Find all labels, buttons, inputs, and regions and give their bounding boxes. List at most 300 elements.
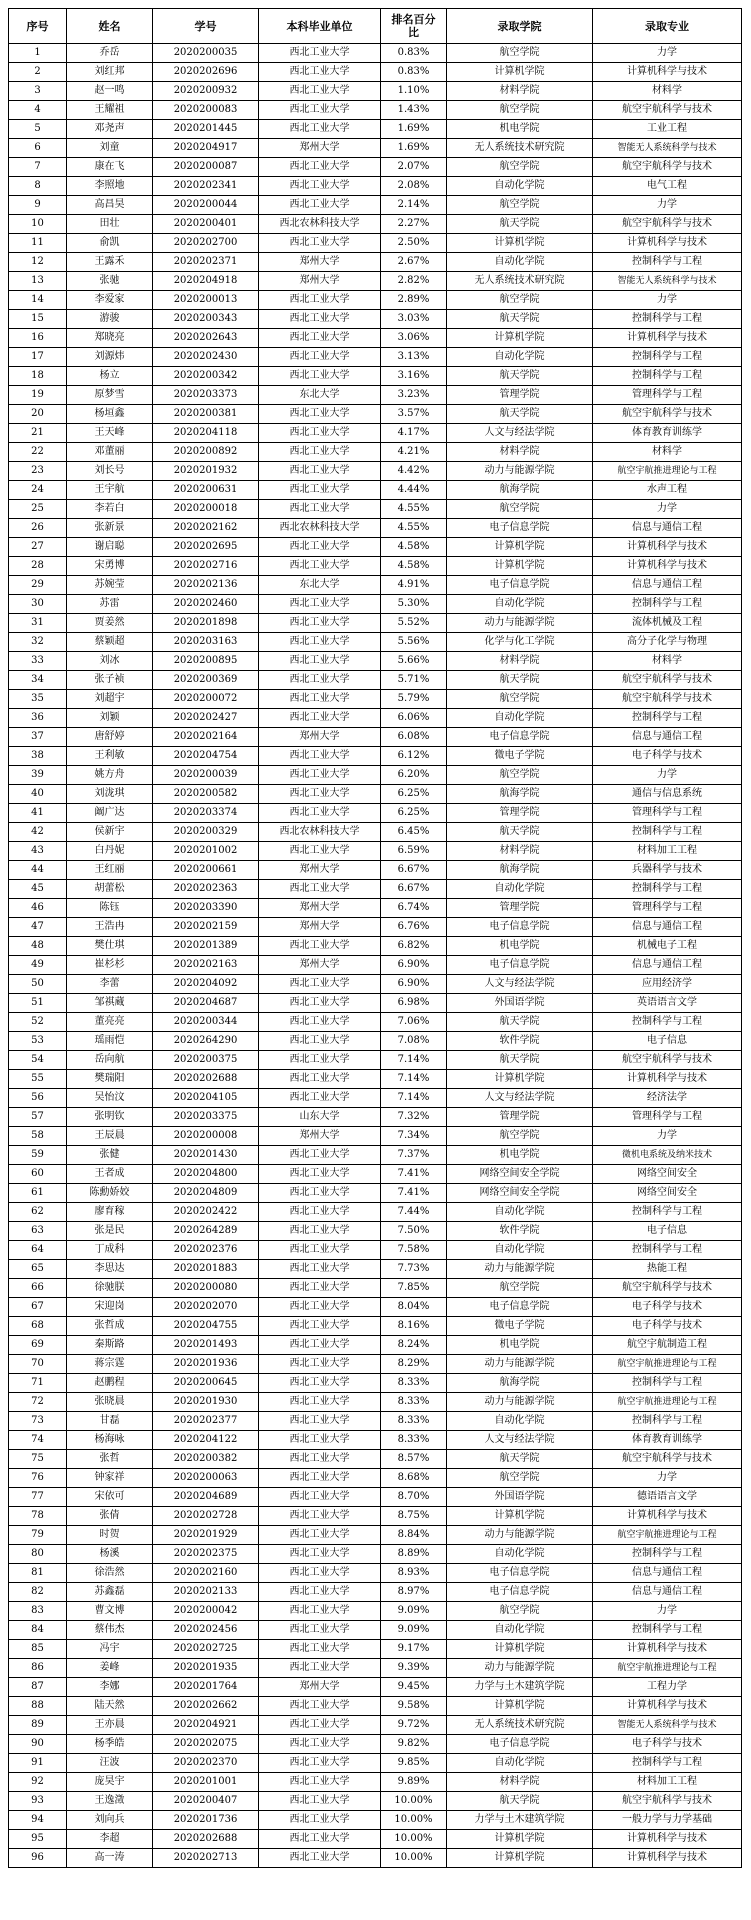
cell-admit-college: 电子信息学院 — [447, 1564, 593, 1583]
cell-name: 赵鹏程 — [67, 1374, 153, 1393]
cell-student-id: 2020201002 — [153, 842, 259, 861]
cell-rank-percent: 3.16% — [381, 367, 447, 386]
cell-student-id: 2020204921 — [153, 1716, 259, 1735]
cell-undergrad-school: 郑州大学 — [259, 899, 381, 918]
cell-admit-college: 计算机学院 — [447, 63, 593, 82]
cell-rank-percent: 8.33% — [381, 1412, 447, 1431]
cell-rank-percent: 8.57% — [381, 1450, 447, 1469]
cell-index: 53 — [9, 1032, 67, 1051]
cell-name: 张明钦 — [67, 1108, 153, 1127]
cell-index: 64 — [9, 1241, 67, 1260]
cell-admit-college: 管理学院 — [447, 386, 593, 405]
cell-admit-college: 计算机学院 — [447, 557, 593, 576]
cell-index: 73 — [9, 1412, 67, 1431]
cell-undergrad-school: 西北工业大学 — [259, 500, 381, 519]
cell-index: 65 — [9, 1260, 67, 1279]
cell-index: 37 — [9, 728, 67, 747]
cell-index: 92 — [9, 1773, 67, 1792]
table-row — [9, 1146, 742, 1165]
cell-index: 30 — [9, 595, 67, 614]
cell-student-id: 2020203375 — [153, 1108, 259, 1127]
cell-rank-percent: 8.84% — [381, 1526, 447, 1545]
cell-rank-percent: 4.91% — [381, 576, 447, 595]
cell-index: 14 — [9, 291, 67, 310]
cell-admit-major: 英语语言文学 — [593, 994, 742, 1013]
cell-name: 宋依可 — [67, 1488, 153, 1507]
cell-admit-college: 自动化学院 — [447, 880, 593, 899]
cell-name: 唐舒婷 — [67, 728, 153, 747]
table-row — [9, 329, 742, 348]
cell-index: 91 — [9, 1754, 67, 1773]
cell-student-id: 2020204105 — [153, 1089, 259, 1108]
cell-admit-college: 外国语学院 — [447, 994, 593, 1013]
cell-undergrad-school: 西北工业大学 — [259, 1507, 381, 1526]
cell-student-id: 2020202456 — [153, 1621, 259, 1640]
cell-name: 庞昊宇 — [67, 1773, 153, 1792]
cell-rank-percent: 5.30% — [381, 595, 447, 614]
cell-name: 刘红邦 — [67, 63, 153, 82]
cell-rank-percent: 10.00% — [381, 1849, 447, 1868]
cell-student-id: 2020201764 — [153, 1678, 259, 1697]
table-row — [9, 747, 742, 766]
table-row — [9, 1697, 742, 1716]
cell-student-id: 2020202164 — [153, 728, 259, 747]
cell-rank-percent: 3.03% — [381, 310, 447, 329]
cell-student-id: 2020202371 — [153, 253, 259, 272]
cell-admit-major: 控制科学与工程 — [593, 880, 742, 899]
cell-rank-percent: 7.06% — [381, 1013, 447, 1032]
cell-admit-major: 控制科学与工程 — [593, 1203, 742, 1222]
cell-rank-percent: 4.58% — [381, 538, 447, 557]
cell-admit-major: 材料加工工程 — [593, 1773, 742, 1792]
cell-rank-percent: 7.34% — [381, 1127, 447, 1146]
cell-admit-college: 动力与能源学院 — [447, 614, 593, 633]
table-row — [9, 1545, 742, 1564]
cell-student-id: 2020200369 — [153, 671, 259, 690]
cell-admit-major: 计算机科学与技术 — [593, 234, 742, 253]
cell-index: 77 — [9, 1488, 67, 1507]
cell-index: 79 — [9, 1526, 67, 1545]
cell-rank-percent: 2.82% — [381, 272, 447, 291]
cell-student-id: 2020200645 — [153, 1374, 259, 1393]
table-row — [9, 1260, 742, 1279]
cell-name: 杨垣鑫 — [67, 405, 153, 424]
cell-undergrad-school: 郑州大学 — [259, 918, 381, 937]
cell-student-id: 2020201935 — [153, 1659, 259, 1678]
cell-rank-percent: 9.85% — [381, 1754, 447, 1773]
cell-name: 钟家祥 — [67, 1469, 153, 1488]
table-row — [9, 766, 742, 785]
cell-admit-college: 动力与能源学院 — [447, 462, 593, 481]
cell-undergrad-school: 西北工业大学 — [259, 1811, 381, 1830]
cell-student-id: 2020200042 — [153, 1602, 259, 1621]
cell-undergrad-school: 西北工业大学 — [259, 1298, 381, 1317]
cell-undergrad-school: 西北工业大学 — [259, 1621, 381, 1640]
table-row — [9, 785, 742, 804]
table-row — [9, 1735, 742, 1754]
cell-admit-college: 材料学院 — [447, 1773, 593, 1792]
cell-undergrad-school: 西北工业大学 — [259, 652, 381, 671]
cell-name: 瑶雨恺 — [67, 1032, 153, 1051]
cell-name: 李若白 — [67, 500, 153, 519]
cell-name: 侯新宇 — [67, 823, 153, 842]
cell-undergrad-school: 西北工业大学 — [259, 1735, 381, 1754]
cell-undergrad-school: 西北工业大学 — [259, 234, 381, 253]
table-row — [9, 1488, 742, 1507]
cell-admit-major: 智能无人系统科学与技术 — [593, 139, 742, 158]
table-row — [9, 880, 742, 899]
table-row — [9, 1355, 742, 1374]
cell-undergrad-school: 西北工业大学 — [259, 709, 381, 728]
cell-undergrad-school: 西北工业大学 — [259, 1089, 381, 1108]
header-index: 序号 — [9, 9, 67, 44]
cell-name: 刘长号 — [67, 462, 153, 481]
cell-rank-percent: 8.97% — [381, 1583, 447, 1602]
cell-admit-major: 电子信息 — [593, 1222, 742, 1241]
cell-admit-major: 航空宇航制造工程 — [593, 1336, 742, 1355]
cell-admit-major: 材料学 — [593, 652, 742, 671]
cell-index: 51 — [9, 994, 67, 1013]
cell-student-id: 2020202376 — [153, 1241, 259, 1260]
cell-index: 17 — [9, 348, 67, 367]
cell-admit-college: 航海学院 — [447, 1374, 593, 1393]
cell-name: 王宇航 — [67, 481, 153, 500]
table-row — [9, 1640, 742, 1659]
cell-index: 47 — [9, 918, 67, 937]
cell-rank-percent: 7.50% — [381, 1222, 447, 1241]
cell-index: 13 — [9, 272, 67, 291]
cell-student-id: 2020200044 — [153, 196, 259, 215]
table-row — [9, 1602, 742, 1621]
cell-index: 90 — [9, 1735, 67, 1754]
table-row — [9, 500, 742, 519]
cell-index: 63 — [9, 1222, 67, 1241]
cell-index: 4 — [9, 101, 67, 120]
cell-name: 高昌昊 — [67, 196, 153, 215]
cell-rank-percent: 8.93% — [381, 1564, 447, 1583]
table-row — [9, 709, 742, 728]
table-row — [9, 1773, 742, 1792]
cell-student-id: 2020200382 — [153, 1450, 259, 1469]
cell-rank-percent: 7.37% — [381, 1146, 447, 1165]
cell-rank-percent: 8.29% — [381, 1355, 447, 1374]
cell-admit-major: 航空宇航科学与技术 — [593, 158, 742, 177]
cell-name: 姚方舟 — [67, 766, 153, 785]
cell-admit-college: 力学与土木建筑学院 — [447, 1678, 593, 1697]
table-row — [9, 1336, 742, 1355]
table-row — [9, 1127, 742, 1146]
cell-admit-college: 材料学院 — [447, 842, 593, 861]
cell-admit-college: 管理学院 — [447, 1108, 593, 1127]
cell-admit-major: 管理科学与工程 — [593, 899, 742, 918]
cell-rank-percent: 6.76% — [381, 918, 447, 937]
cell-admit-college: 航空学院 — [447, 1127, 593, 1146]
cell-admit-college: 计算机学院 — [447, 1849, 593, 1868]
table-row — [9, 1754, 742, 1773]
cell-undergrad-school: 西北工业大学 — [259, 1773, 381, 1792]
cell-index: 50 — [9, 975, 67, 994]
cell-admit-major: 计算机科学与技术 — [593, 1697, 742, 1716]
cell-admit-major: 航空宇航科学与技术 — [593, 1450, 742, 1469]
cell-student-id: 2020204687 — [153, 994, 259, 1013]
cell-student-id: 2020202160 — [153, 1564, 259, 1583]
cell-rank-percent: 1.43% — [381, 101, 447, 120]
cell-index: 32 — [9, 633, 67, 652]
cell-admit-college: 材料学院 — [447, 443, 593, 462]
cell-admit-major: 工业工程 — [593, 120, 742, 139]
cell-admit-major: 控制科学与工程 — [593, 310, 742, 329]
table-row — [9, 291, 742, 310]
cell-admit-college: 网络空间安全学院 — [447, 1184, 593, 1203]
cell-undergrad-school: 郑州大学 — [259, 1678, 381, 1697]
cell-name: 蔡颖超 — [67, 633, 153, 652]
cell-undergrad-school: 西北工业大学 — [259, 1051, 381, 1070]
cell-rank-percent: 3.06% — [381, 329, 447, 348]
cell-rank-percent: 6.25% — [381, 785, 447, 804]
cell-name: 王耀祖 — [67, 101, 153, 120]
cell-undergrad-school: 郑州大学 — [259, 253, 381, 272]
cell-name: 王露禾 — [67, 253, 153, 272]
cell-index: 78 — [9, 1507, 67, 1526]
cell-index: 38 — [9, 747, 67, 766]
cell-undergrad-school: 西北工业大学 — [259, 291, 381, 310]
table-row — [9, 1716, 742, 1735]
cell-undergrad-school: 西北工业大学 — [259, 804, 381, 823]
cell-rank-percent: 8.68% — [381, 1469, 447, 1488]
cell-admit-college: 航天学院 — [447, 671, 593, 690]
cell-undergrad-school: 西北工业大学 — [259, 158, 381, 177]
cell-undergrad-school: 西北工业大学 — [259, 1640, 381, 1659]
cell-index: 44 — [9, 861, 67, 880]
cell-name: 游骏 — [67, 310, 153, 329]
cell-student-id: 2020202162 — [153, 519, 259, 538]
cell-rank-percent: 6.12% — [381, 747, 447, 766]
table-row — [9, 101, 742, 120]
cell-name: 康在飞 — [67, 158, 153, 177]
cell-name: 李照地 — [67, 177, 153, 196]
header-row — [9, 9, 742, 44]
cell-admit-major: 电子科学与技术 — [593, 1317, 742, 1336]
cell-index: 94 — [9, 1811, 67, 1830]
cell-name: 宋勇博 — [67, 557, 153, 576]
cell-rank-percent: 2.67% — [381, 253, 447, 272]
cell-admit-college: 航海学院 — [447, 861, 593, 880]
cell-admit-college: 航空学院 — [447, 196, 593, 215]
cell-undergrad-school: 西北工业大学 — [259, 1317, 381, 1336]
cell-admit-college: 航空学院 — [447, 500, 593, 519]
cell-index: 39 — [9, 766, 67, 785]
cell-undergrad-school: 西北工业大学 — [259, 1849, 381, 1868]
cell-admit-major: 航空宇航科学与技术 — [593, 405, 742, 424]
cell-undergrad-school: 西北农林科技大学 — [259, 215, 381, 234]
cell-admit-major: 兵器科学与技术 — [593, 861, 742, 880]
cell-rank-percent: 7.32% — [381, 1108, 447, 1127]
cell-index: 22 — [9, 443, 67, 462]
cell-index: 71 — [9, 1374, 67, 1393]
table-row — [9, 1583, 742, 1602]
cell-admit-major: 智能无人系统科学与技术 — [593, 1716, 742, 1735]
cell-name: 高一涛 — [67, 1849, 153, 1868]
cell-rank-percent: 10.00% — [381, 1811, 447, 1830]
cell-undergrad-school: 西北工业大学 — [259, 538, 381, 557]
cell-undergrad-school: 西北工业大学 — [259, 1165, 381, 1184]
table-row — [9, 1621, 742, 1640]
cell-rank-percent: 6.25% — [381, 804, 447, 823]
cell-admit-major: 德语语言文学 — [593, 1488, 742, 1507]
cell-student-id: 2020200080 — [153, 1279, 259, 1298]
cell-index: 16 — [9, 329, 67, 348]
cell-rank-percent: 5.52% — [381, 614, 447, 633]
cell-student-id: 2020200013 — [153, 291, 259, 310]
cell-rank-percent: 7.08% — [381, 1032, 447, 1051]
cell-undergrad-school: 西北工业大学 — [259, 690, 381, 709]
cell-student-id: 2020200035 — [153, 44, 259, 63]
table-row — [9, 462, 742, 481]
cell-index: 43 — [9, 842, 67, 861]
cell-rank-percent: 3.57% — [381, 405, 447, 424]
cell-undergrad-school: 西北工业大学 — [259, 1279, 381, 1298]
cell-admit-major: 力学 — [593, 766, 742, 785]
cell-student-id: 2020202341 — [153, 177, 259, 196]
cell-student-id: 2020200895 — [153, 652, 259, 671]
cell-index: 23 — [9, 462, 67, 481]
cell-undergrad-school: 西北工业大学 — [259, 994, 381, 1013]
cell-name: 俞凯 — [67, 234, 153, 253]
cell-name: 邹祺蔵 — [67, 994, 153, 1013]
cell-admit-college: 计算机学院 — [447, 538, 593, 557]
cell-undergrad-school: 西北工业大学 — [259, 348, 381, 367]
cell-name: 田壮 — [67, 215, 153, 234]
cell-undergrad-school: 西北工业大学 — [259, 1241, 381, 1260]
cell-index: 76 — [9, 1469, 67, 1488]
cell-student-id: 2020202728 — [153, 1507, 259, 1526]
cell-rank-percent: 6.90% — [381, 975, 447, 994]
cell-index: 5 — [9, 120, 67, 139]
cell-name: 刘超宇 — [67, 690, 153, 709]
cell-name: 宋迎岗 — [67, 1298, 153, 1317]
cell-admit-college: 人文与经法学院 — [447, 424, 593, 443]
cell-rank-percent: 6.82% — [381, 937, 447, 956]
cell-student-id: 2020201389 — [153, 937, 259, 956]
table-row — [9, 804, 742, 823]
cell-undergrad-school: 西北工业大学 — [259, 1393, 381, 1412]
cell-admit-college: 机电学院 — [447, 937, 593, 956]
table-row — [9, 614, 742, 633]
cell-name: 汪波 — [67, 1754, 153, 1773]
cell-rank-percent: 6.59% — [381, 842, 447, 861]
table-row — [9, 1070, 742, 1089]
cell-undergrad-school: 西北工业大学 — [259, 367, 381, 386]
cell-name: 王者成 — [67, 1165, 153, 1184]
cell-name: 赵一鸣 — [67, 82, 153, 101]
cell-admit-major: 微机电系统及纳米技术 — [593, 1146, 742, 1165]
cell-index: 67 — [9, 1298, 67, 1317]
cell-index: 3 — [9, 82, 67, 101]
table-row — [9, 1184, 742, 1203]
cell-rank-percent: 8.24% — [381, 1336, 447, 1355]
cell-rank-percent: 6.20% — [381, 766, 447, 785]
cell-name: 刘童 — [67, 139, 153, 158]
cell-index: 26 — [9, 519, 67, 538]
cell-student-id: 2020200661 — [153, 861, 259, 880]
cell-rank-percent: 4.55% — [381, 500, 447, 519]
cell-admit-major: 电气工程 — [593, 177, 742, 196]
cell-name: 杨季皓 — [67, 1735, 153, 1754]
cell-admit-college: 计算机学院 — [447, 329, 593, 348]
cell-admit-major: 材料学 — [593, 82, 742, 101]
cell-student-id: 2020200375 — [153, 1051, 259, 1070]
cell-index: 1 — [9, 44, 67, 63]
cell-admit-college: 微电子学院 — [447, 747, 593, 766]
cell-rank-percent: 0.83% — [381, 63, 447, 82]
header-admit-major: 录取专业 — [593, 9, 742, 44]
cell-admit-college: 动力与能源学院 — [447, 1659, 593, 1678]
cell-admit-major: 力学 — [593, 291, 742, 310]
cell-admit-major: 航空宇航推进理论与工程 — [593, 1355, 742, 1374]
cell-index: 7 — [9, 158, 67, 177]
table-row — [9, 690, 742, 709]
cell-student-id: 2020202700 — [153, 234, 259, 253]
cell-undergrad-school: 西北工业大学 — [259, 101, 381, 120]
cell-student-id: 2020203163 — [153, 633, 259, 652]
cell-rank-percent: 9.09% — [381, 1621, 447, 1640]
cell-rank-percent: 9.09% — [381, 1602, 447, 1621]
cell-student-id: 2020202375 — [153, 1545, 259, 1564]
cell-admit-college: 力学与土木建筑学院 — [447, 1811, 593, 1830]
cell-name: 张哲 — [67, 1450, 153, 1469]
cell-student-id: 2020200344 — [153, 1013, 259, 1032]
cell-name: 陈钰 — [67, 899, 153, 918]
cell-admit-college: 自动化学院 — [447, 348, 593, 367]
cell-admit-college: 航空学院 — [447, 291, 593, 310]
table-row — [9, 1298, 742, 1317]
cell-name: 樊仕琪 — [67, 937, 153, 956]
cell-rank-percent: 8.33% — [381, 1431, 447, 1450]
cell-student-id: 2020203373 — [153, 386, 259, 405]
cell-student-id: 2020201898 — [153, 614, 259, 633]
cell-name: 张是民 — [67, 1222, 153, 1241]
cell-student-id: 2020200401 — [153, 215, 259, 234]
cell-undergrad-school: 西北工业大学 — [259, 557, 381, 576]
cell-index: 82 — [9, 1583, 67, 1602]
cell-name: 蔡伟杰 — [67, 1621, 153, 1640]
cell-undergrad-school: 西北工业大学 — [259, 880, 381, 899]
cell-index: 6 — [9, 139, 67, 158]
cell-rank-percent: 4.21% — [381, 443, 447, 462]
cell-admit-major: 电子科学与技术 — [593, 747, 742, 766]
table-row — [9, 367, 742, 386]
cell-admit-college: 机电学院 — [447, 1146, 593, 1165]
cell-admit-college: 航海学院 — [447, 481, 593, 500]
table-row — [9, 424, 742, 443]
table-row — [9, 1241, 742, 1260]
cell-student-id: 2020202725 — [153, 1640, 259, 1659]
table-row — [9, 348, 742, 367]
cell-student-id: 2020204809 — [153, 1184, 259, 1203]
cell-undergrad-school: 西北工业大学 — [259, 1792, 381, 1811]
cell-student-id: 2020202070 — [153, 1298, 259, 1317]
cell-student-id: 2020200631 — [153, 481, 259, 500]
cell-name: 陈勳娇姣 — [67, 1184, 153, 1203]
cell-admit-major: 航空宇航推进理论与工程 — [593, 1526, 742, 1545]
cell-undergrad-school: 西北工业大学 — [259, 747, 381, 766]
admission-table — [8, 8, 742, 1868]
cell-student-id: 2020200932 — [153, 82, 259, 101]
cell-student-id: 2020201736 — [153, 1811, 259, 1830]
cell-rank-percent: 8.70% — [381, 1488, 447, 1507]
cell-admit-major: 力学 — [593, 1469, 742, 1488]
cell-undergrad-school: 西北工业大学 — [259, 1412, 381, 1431]
